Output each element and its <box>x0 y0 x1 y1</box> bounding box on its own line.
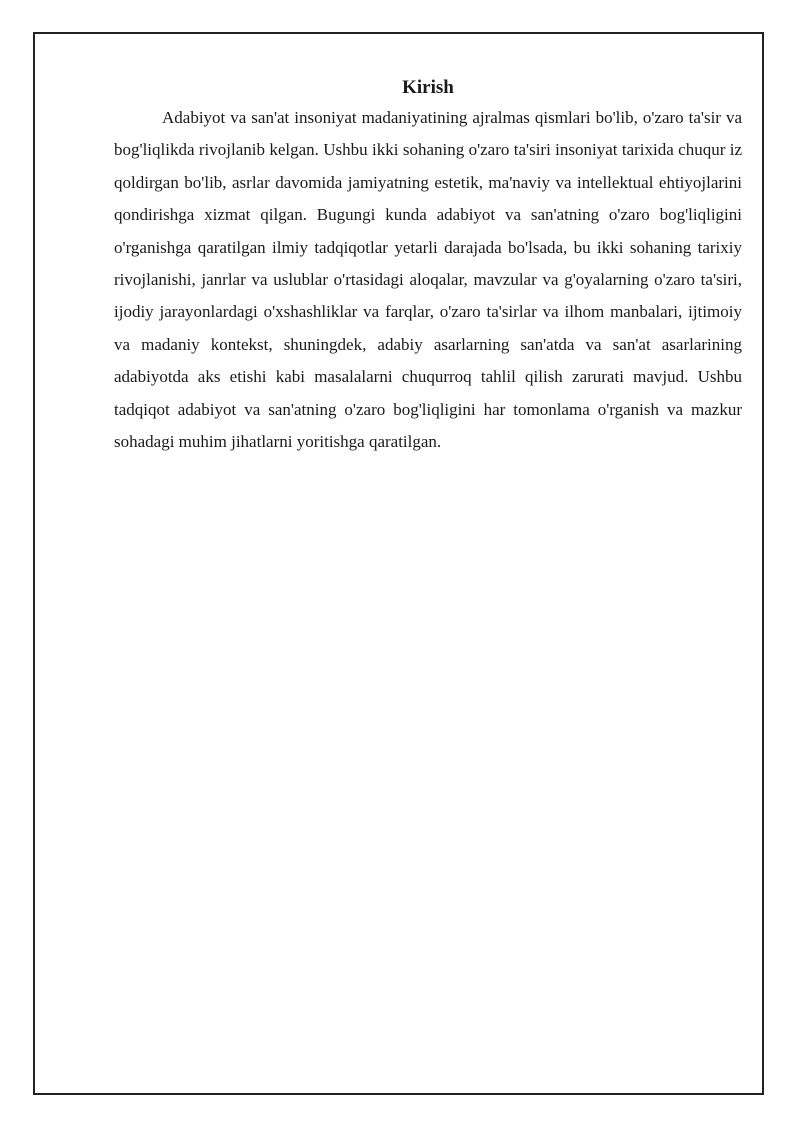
section-title: Kirish <box>402 77 454 98</box>
document-body <box>114 76 742 458</box>
intro-paragraph: Adabiyot va san'at insoniyat madaniyatining ajralmas qismlari bo'lib, o'zaro ta'sir va bog'liqlikda rivojlanib kelgan. Ushbu ikki sohaning o'zaro ta'siri insoniyat tarixida chuqur iz qoldirgan bo'lib, asrlar davomida jamiyatning estetik, ma'naviy va intellektual ehtiyojlarini qondirishga xizmat qilgan. Bugungi kunda adabiyot va san'atning o'zaro bog'liqligini o'rganishga qaratilgan ilmiy tadqiqotlar yetarli darajada bo'lsada, bu ikki sohaning tarixiy rivojlanishi, janrlar va uslublar o'rtasidagi aloqalar, mavzular va g'oyalarning o'zaro ta'siri, ijodiy jarayonlardagi o'xshashliklar va farqlar, o'zaro ta'sirlar va ilhom manbalari, ijtimoiy va madaniy kontekst, shuningdek, adabiy asarlarning san'atda va san'at asarlarining adabiyotda aks etishi kabi masalalarni chuqurroq tahlil qilish zarurati mavjud. Ushbu tadqiqot adabiyot va san'atning o'zaro bog'liqligini har tomonlama o'rganish va mazkur sohadagi muhim jihatlarni yoritishga qaratilgan. <box>114 108 742 452</box>
